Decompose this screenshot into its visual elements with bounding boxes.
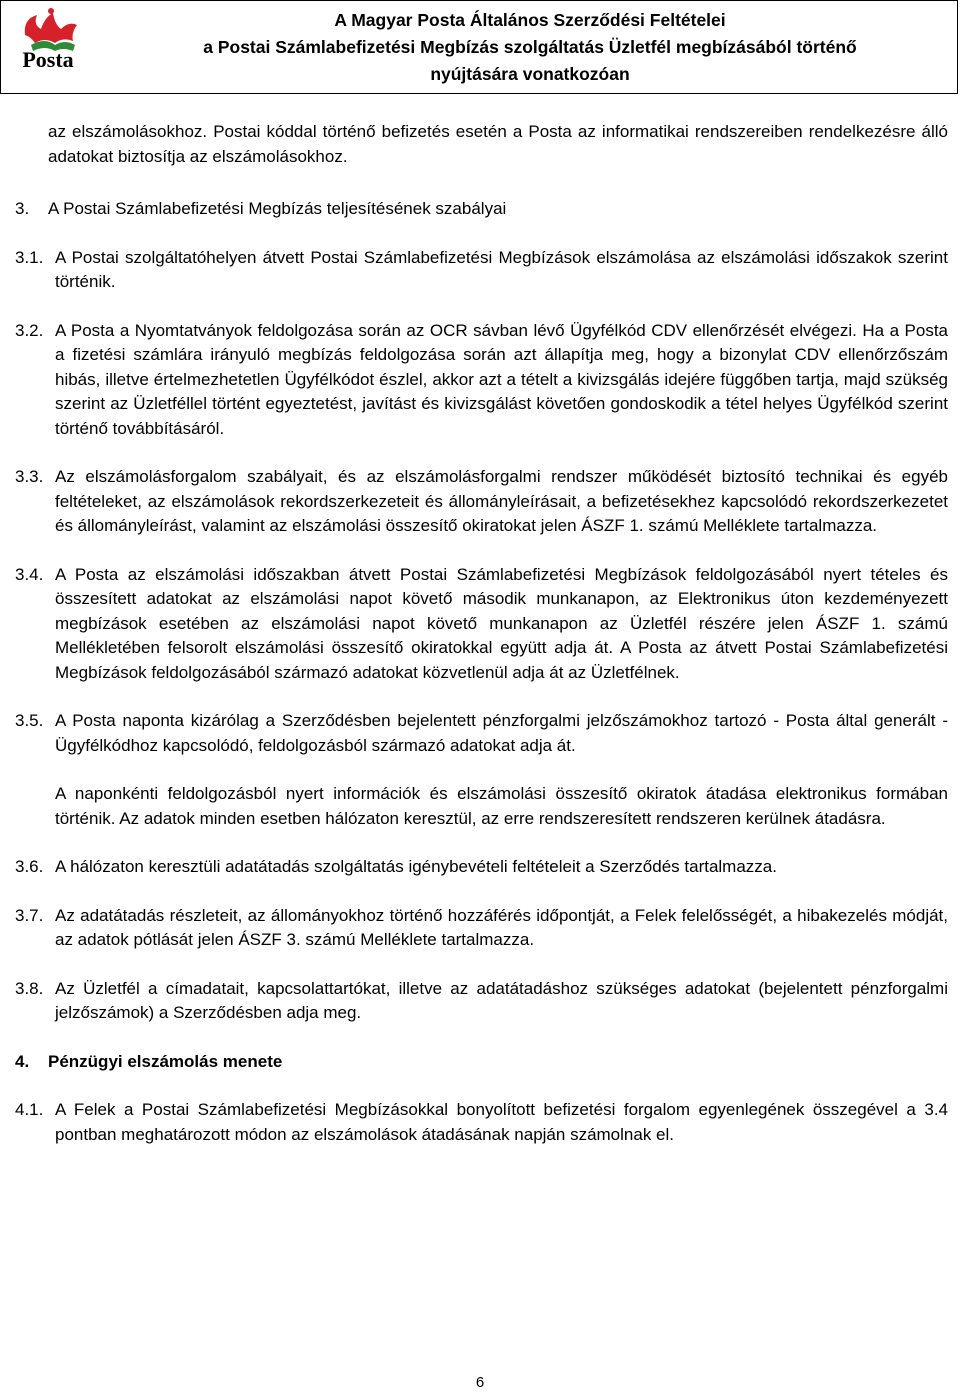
item-number: 3.7. [15, 905, 44, 925]
section-4-heading [15, 1050, 948, 1075]
item-text: A Posta naponta kizárólag a Szerződésben bejelentett pénzforgalmi jelzőszámokhoz tartozó - Posta által generált - Ügyfélkódhoz kapcsolódó, feldolgozásból származó adatokat adja át. [55, 711, 948, 755]
document-title [113, 7, 947, 88]
item-text: A hálózaton keresztüli adatátadás szolgáltatás igénybevételi feltételeit a Szerződés tartalmazza. [55, 857, 777, 876]
item-3-5-continuation: A naponkénti feldolgozásból nyert információk és elszámolási összesítő okiratok átadása elektronikus formában történik. Az adatok minden esetben hálózaton keresztül, az erre rendszeresített rendszeren kerülnek átadásra. [55, 784, 948, 828]
section-3-number: 3. [15, 199, 30, 218]
intro-paragraph: az elszámolásokhoz. Postai kóddal történő befizetés esetén a Posta az informatikai rendszereiben rendelkezésre álló adatokat biztosítja az elszámolásokhoz. [48, 122, 948, 166]
item-number: 3.2. [15, 320, 44, 340]
item-3-3 [15, 465, 948, 539]
item-number: 3.1. [15, 247, 44, 267]
item-number: 3.4. [15, 564, 44, 584]
item-number: 3.6. [15, 857, 44, 876]
item-3-5 [15, 709, 948, 758]
title-line-2: a Postai Számlabefizetési Megbízás szolgáltatás Üzletfél megbízásából történő [203, 37, 857, 57]
item-4-1 [15, 1098, 948, 1147]
item-3-4 [15, 563, 948, 686]
section-4-title: Pénzügyi elszámolás menete [48, 1051, 283, 1071]
item-3-8 [15, 977, 948, 1026]
item-number: 4.1. [15, 1100, 44, 1119]
section-4-number: 4. [15, 1051, 30, 1071]
title-line-3: nyújtására vonatkozóan [430, 64, 630, 84]
item-number: 3.5. [15, 711, 44, 730]
page-header [0, 0, 958, 94]
logo-text: Posta [22, 47, 74, 72]
section-3-heading [15, 197, 948, 222]
item-text: Az Üzletfél a címadatait, kapcsolattartókat, illetve az adatátadáshoz szükséges adatokat (bejelentett pénzforgalmi jelzőszámok) a Szerződésben adja meg. [55, 978, 948, 1022]
item-3-7 [15, 904, 948, 953]
item-text: Az elszámolásforgalom szabályait, és az elszámolásforgalmi rendszer működését biztosító technikai és egyéb feltételeket, az elszámolások rekordszerkezeteit és állományleírásait, a befizetésekhez kapcsolódó rekordszerkezetet és állományleírást, valamint az elszámolási összesítő okiratokat jelen ÁSZF 1. számú Melléklete tartalmazza. [55, 467, 948, 535]
item-3-6 [15, 855, 948, 880]
section-3-title: A Postai Számlabefizetési Megbízás teljesítésének szabályai [48, 199, 507, 218]
item-3-2 [15, 319, 948, 442]
item-text: A Posta az elszámolási időszakban átvett Postai Számlabefizetési Megbízások feldolgozásából nyert tételes és összesített adatokat az elszámolási napot követő második munkanapon, az Elektronikus úton kezdeményezett megbízások esetében az elszámolási napot követő munkanapon az Üzletfél részére jelen ÁSZF 1. számú Mellékletében felsorolt elszámolási összesítő okiratokkal együtt adja át. A Posta az átvett Postai Számlabefizetési Megbízások feldolgozásából származó adatokat közvetlenül adja át az Üzletfélnek. [55, 564, 948, 682]
document-body [15, 120, 948, 1147]
item-text: Az adatátadás részleteit, az állományokhoz történő hozzáférés időpontját, a Felek felelősségét, a hibakezelés módját, az adatok pótlását jelen ÁSZF 3. számú Melléklete tartalmazza. [55, 905, 948, 949]
item-number: 3.8. [15, 978, 44, 998]
item-text: A Postai szolgáltatóhelyen átvett Postai Számlabefizetési Megbízások elszámolása az elszámolási időszakok szerint történik. [55, 247, 948, 291]
title-line-1: A Magyar Posta Általános Szerződési Feltételei [334, 10, 726, 30]
item-text: A Felek a Postai Számlabefizetési Megbízásokkal bonyolított befizetési forgalom egyenlegének összegével a 3.4 pontban meghatározott módon az elszámolások átadásának napján számolnak el. [55, 1100, 948, 1144]
page-number: 6 [475, 1374, 485, 1391]
item-number: 3.3. [15, 467, 44, 486]
item-text: A Posta a Nyomtatványok feldolgozása során az OCR sávban lévő Ügyfélkód CDV ellenőrzését elvégezi. Ha a Posta a fizetési számlára irányuló megbízás feldolgozása során azt állapítja meg, hogy a bizonylat CDV ellenőrzőszám hibás, illetve értelmezhetetlen Ügyfélkódot észlel, akkor azt a tételt a kivizsgálás idejére függőben tartja, majd szükség szerint az Üzletféllel történt egyeztetést, javítást és kivizsgálást követően gondoskodik a tétel helyes Ügyfélkód szerint történő továbbításáról. [55, 320, 948, 438]
item-3-1 [15, 246, 948, 295]
